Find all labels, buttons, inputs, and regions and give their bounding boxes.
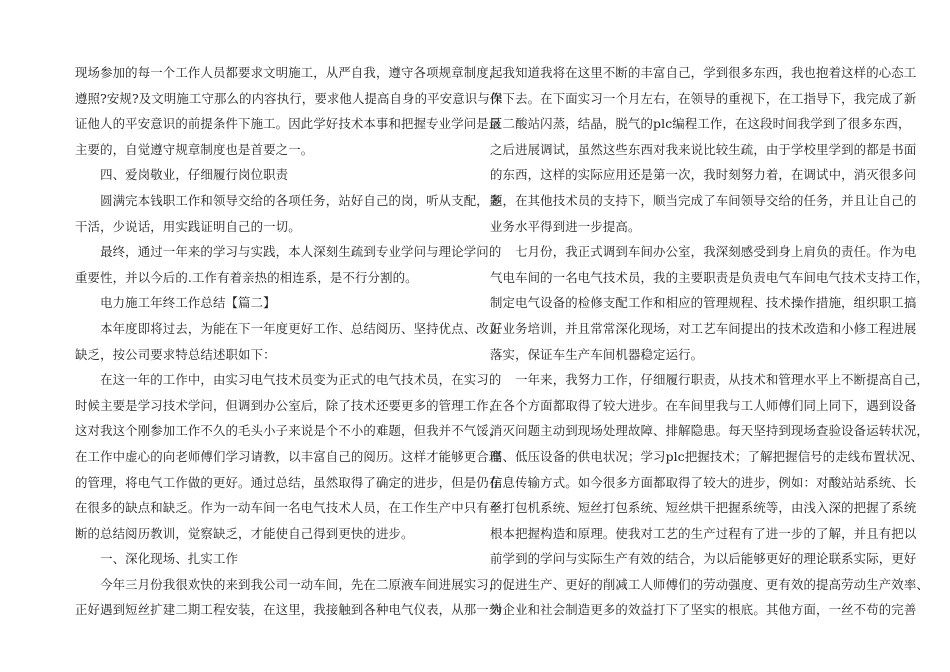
text-line: 消灭问题主动到现场处理故障、排解隐患。每天坚持到现场查验设备运转状况， — [490, 423, 929, 439]
text-line: 缺乏，按公司要求特总结述职如下： — [75, 346, 276, 362]
text-line: 七月份，我正式调到车间办公室，我深刻感受到身上肩负的责任。作为电 — [490, 244, 917, 260]
text-line: 现场参加的每一个工作人员都要求文明施工，从严自我，遵守各项规章制度， — [75, 65, 502, 80]
right-text-column — [490, 60, 929, 623]
text-line: 根本把握构造和原理。使我对工艺的生产过程有了进一步的了解，并且有把以 — [490, 525, 917, 541]
text-line: 的东西，这样的实际应用还是第一次，我时刻努力着，在调试中，消灭很多问 — [490, 167, 917, 183]
section-heading: 四、爱岗敬业，仔细履行岗位职责 — [75, 167, 289, 183]
text-line: 在很多的缺点和缺乏。作为一动车间一名电气技术人员，在工作生产中只有不 — [75, 500, 502, 516]
text-line: 起我知道我将在这里不断的丰富自己，学到很多东西，我也抱着这样的心态工 — [490, 65, 917, 80]
text-line: 信息传输方式。如今很多方面都取得了较大的进步，例如：对酸站站系统、长 — [490, 474, 917, 490]
text-line: 在各个方面都取得了较大进步。在车间里我与工人师傅们同上同下，遇到设备 — [490, 397, 917, 413]
text-line: 制定电气设备的检修支配工作和相应的管理规程、技术操作措施，组织职工搞 — [490, 295, 917, 311]
text-line: 题，在其他技术员的支持下，顺当完成了车间领导交给的任务，并且让自己的 — [490, 192, 917, 208]
text-line: 区二酸站闪蒸，结晶，脱气的plc编程工作，在这段时间我学到了很多东西， — [490, 116, 911, 132]
text-line: 丝打包机系统、短丝打包系统、短丝烘干把握系统等，由浅入深的把握了系统 — [490, 500, 917, 516]
text-line: 遵照?安规?及文明施工守那么的内容执行，要求他人提高自身的平安意识与保 — [75, 90, 503, 106]
text-line: 气电车间的一名电气技术员，我的主要职责是负责电气车间电气技术支持工作， — [490, 269, 929, 285]
text-line: 这对我这个刚参加工作不久的毛头小子来说是个不小的难题，但我并不气馁， — [75, 423, 502, 439]
text-line: 证他人的平安意识的前提条件下施工。因此学好技术本事和把握专业学问是最 — [75, 116, 502, 132]
text-line: 时候主要是学习技术学问，但调到办公室后，除了技术还要更多的管理工作， — [75, 397, 502, 413]
text-line: 正好遇到短丝扩建二期工程安装，在这里，我接触到各种电气仪表，从那一刻 — [75, 602, 502, 618]
text-line: 今年三月份我很欢快的来到我公司一动车间，先在二原液车间进展实习， — [75, 576, 502, 592]
text-line: 之后进展调试，虽然这些东西对我来说比较生疏，由于学校里学到的都是书面 — [490, 141, 917, 157]
text-line: 高、低压设备的供电状况；学习plc把握技术；了解把握信号的走线布置状况、 — [490, 448, 924, 464]
text-line: 本年度即将过去，为能在下一年度更好工作、总结阅历、坚持优点、改正 — [75, 320, 502, 336]
text-line: 干活，少说话，用实践证明自己的一切。 — [75, 218, 301, 234]
text-line: 圆满完本钱职工作和领导交给的各项任务，站好自己的岗，听从支配，多 — [75, 192, 502, 208]
text-line: 落实，保证车生产车间机器稳定运行。 — [490, 346, 704, 362]
left-text-column — [75, 60, 503, 623]
article-title: 电力施工年终工作总结【篇二】 — [75, 295, 276, 311]
text-line: 业务水平得到进一步提高。 — [490, 218, 641, 234]
text-line: 最终，通过一年来的学习与实践，本人深刻生疏到专业学问与理论学问的 — [75, 244, 502, 260]
text-line: 前学到的学问与实际生产有效的结合，为以后能够更好的理论联系实际，更好 — [490, 551, 917, 567]
text-line: 的促进生产、更好的削减工人师傅们的劳动强度、更有效的提高劳动生产效率、 — [490, 576, 929, 592]
section-heading: 一、深化现场、扎实工作 — [75, 551, 239, 567]
text-line: 在工作中虚心的向老师傅们学习请教，以丰富自己的阅历。这样才能够更合理 — [75, 448, 502, 464]
text-line: 重要性，并以今后的.工作有着亲热的相连系，是不行分割的。 — [75, 269, 418, 285]
text-line: 为企业和社会制造更多的效益打下了坚实的根底。其他方面，一丝不苟的完善 — [490, 602, 917, 618]
text-line: 在这一年的工作中，由实习电气技术员变为正式的电气技术员，在实习的 — [75, 372, 502, 388]
text-line: 断的总结阅历教训，觉察缺乏，才能使自己得到更快的进步。 — [75, 525, 414, 541]
text-line: 作下去。在下面实习一个月左右，在领导的重视下，在工指导下，我完成了新 — [490, 90, 917, 106]
text-line: 一年来，我努力工作，仔细履行职责，从技术和管理水平上不断提高自己， — [490, 372, 929, 388]
text-line: 的管理，将电气工作做的更好。通过总结，虽然取得了确定的进步，但是仍在 — [75, 474, 502, 490]
text-line: 主要的，自觉遵守规章制度也是首要之一。 — [75, 141, 314, 157]
text-line: 好业务培训，并且常常深化现场，对工艺车间提出的技术改造和小修工程进展 — [490, 320, 917, 336]
